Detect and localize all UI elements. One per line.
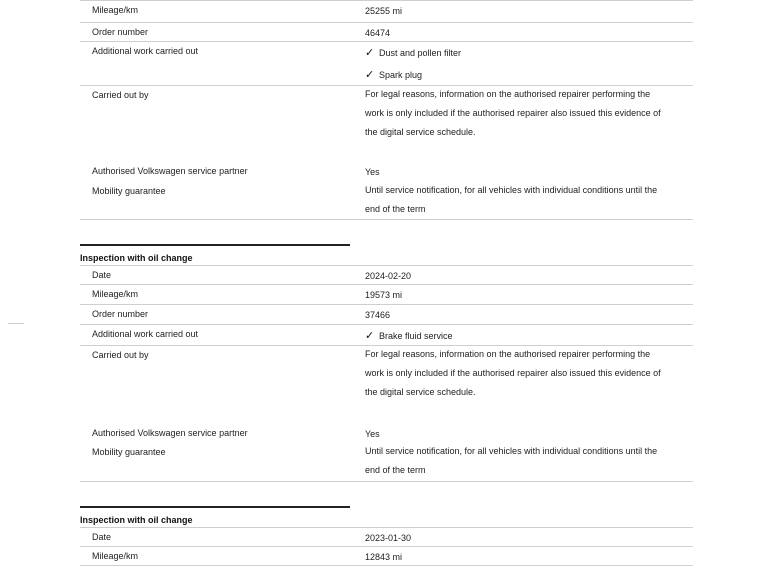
table-row-mobility-guarantee [80,182,693,220]
list-item: ✓ Spark plug [365,64,690,86]
row-value: For legal reasons, information on the authorised repairer performing the work is only included if the authorised repairer also issued this evidence of the digital service schedule. [365,89,661,137]
row-value: 37466 [365,310,391,320]
row-value: 2023-01-30 [365,533,412,543]
section-title: Inspection with oil change [80,515,193,525]
row-value: Until service notification, for all vehicles with individual conditions until the end of the term [365,185,658,214]
table-row-mileage [80,547,693,566]
row-value: For legal reasons, information on the authorised repairer performing the work is only included if the authorised repairer also issued this evidence of the digital service schedule. [365,349,661,397]
row-label: Additional work carried out [92,46,199,56]
row-label: Carried out by [92,350,149,360]
row-label: Mileage/km [92,289,139,299]
list-item: ✓ Dust and pollen filter [365,42,690,64]
row-value: 2024-02-20 [365,271,412,281]
table-row-mileage [80,1,693,23]
list-item: ✓ Brake fluid service [365,325,690,347]
row-label: Order number [92,27,149,37]
work-list [365,325,690,347]
row-value: 12843 mi [365,552,403,562]
table-row-additional-work [80,325,693,346]
table-row-additional-work [80,42,693,86]
table-row-order-number [80,23,693,42]
section-title: Inspection with oil change [80,253,193,263]
row-label: Mileage/km [92,551,139,561]
table-row-date [80,266,693,285]
row-label: Date [92,532,112,542]
section-divider [80,506,350,508]
row-value: 25255 mi [365,6,403,16]
row-label: Date [92,270,112,280]
row-value: 46474 [365,28,391,38]
table-row-mileage [80,285,693,305]
row-label: Order number [92,309,149,319]
check-mark-icon: ✓ [365,47,375,59]
table-row-service-partner [80,162,693,182]
row-label: Mobility guarantee [92,447,166,457]
row-value: Yes [365,429,380,439]
table-row-date [80,528,693,547]
section-divider [80,244,350,246]
row-label: Authorised Volkswagen service partner [92,166,248,176]
check-mark-icon: ✓ [365,69,375,81]
check-mark-icon: ✓ [365,330,375,342]
row-value: 19573 mi [365,290,403,300]
table-row-mobility-guarantee [80,443,693,482]
row-value: Until service notification, for all vehicles with individual conditions until the end of the term [365,446,658,475]
margin-mark [8,323,24,324]
row-label: Carried out by [92,90,149,100]
table-row-carried-out-by [80,346,693,424]
work-list [365,42,690,86]
table-row-service-partner [80,424,693,443]
row-value: Yes [365,167,380,177]
row-label: Authorised Volkswagen service partner [92,428,248,438]
table-row-order-number [80,305,693,325]
table-row-carried-out-by [80,86,693,162]
row-label: Additional work carried out [92,329,199,339]
row-label: Mobility guarantee [92,186,166,196]
row-label: Mileage/km [92,5,139,15]
